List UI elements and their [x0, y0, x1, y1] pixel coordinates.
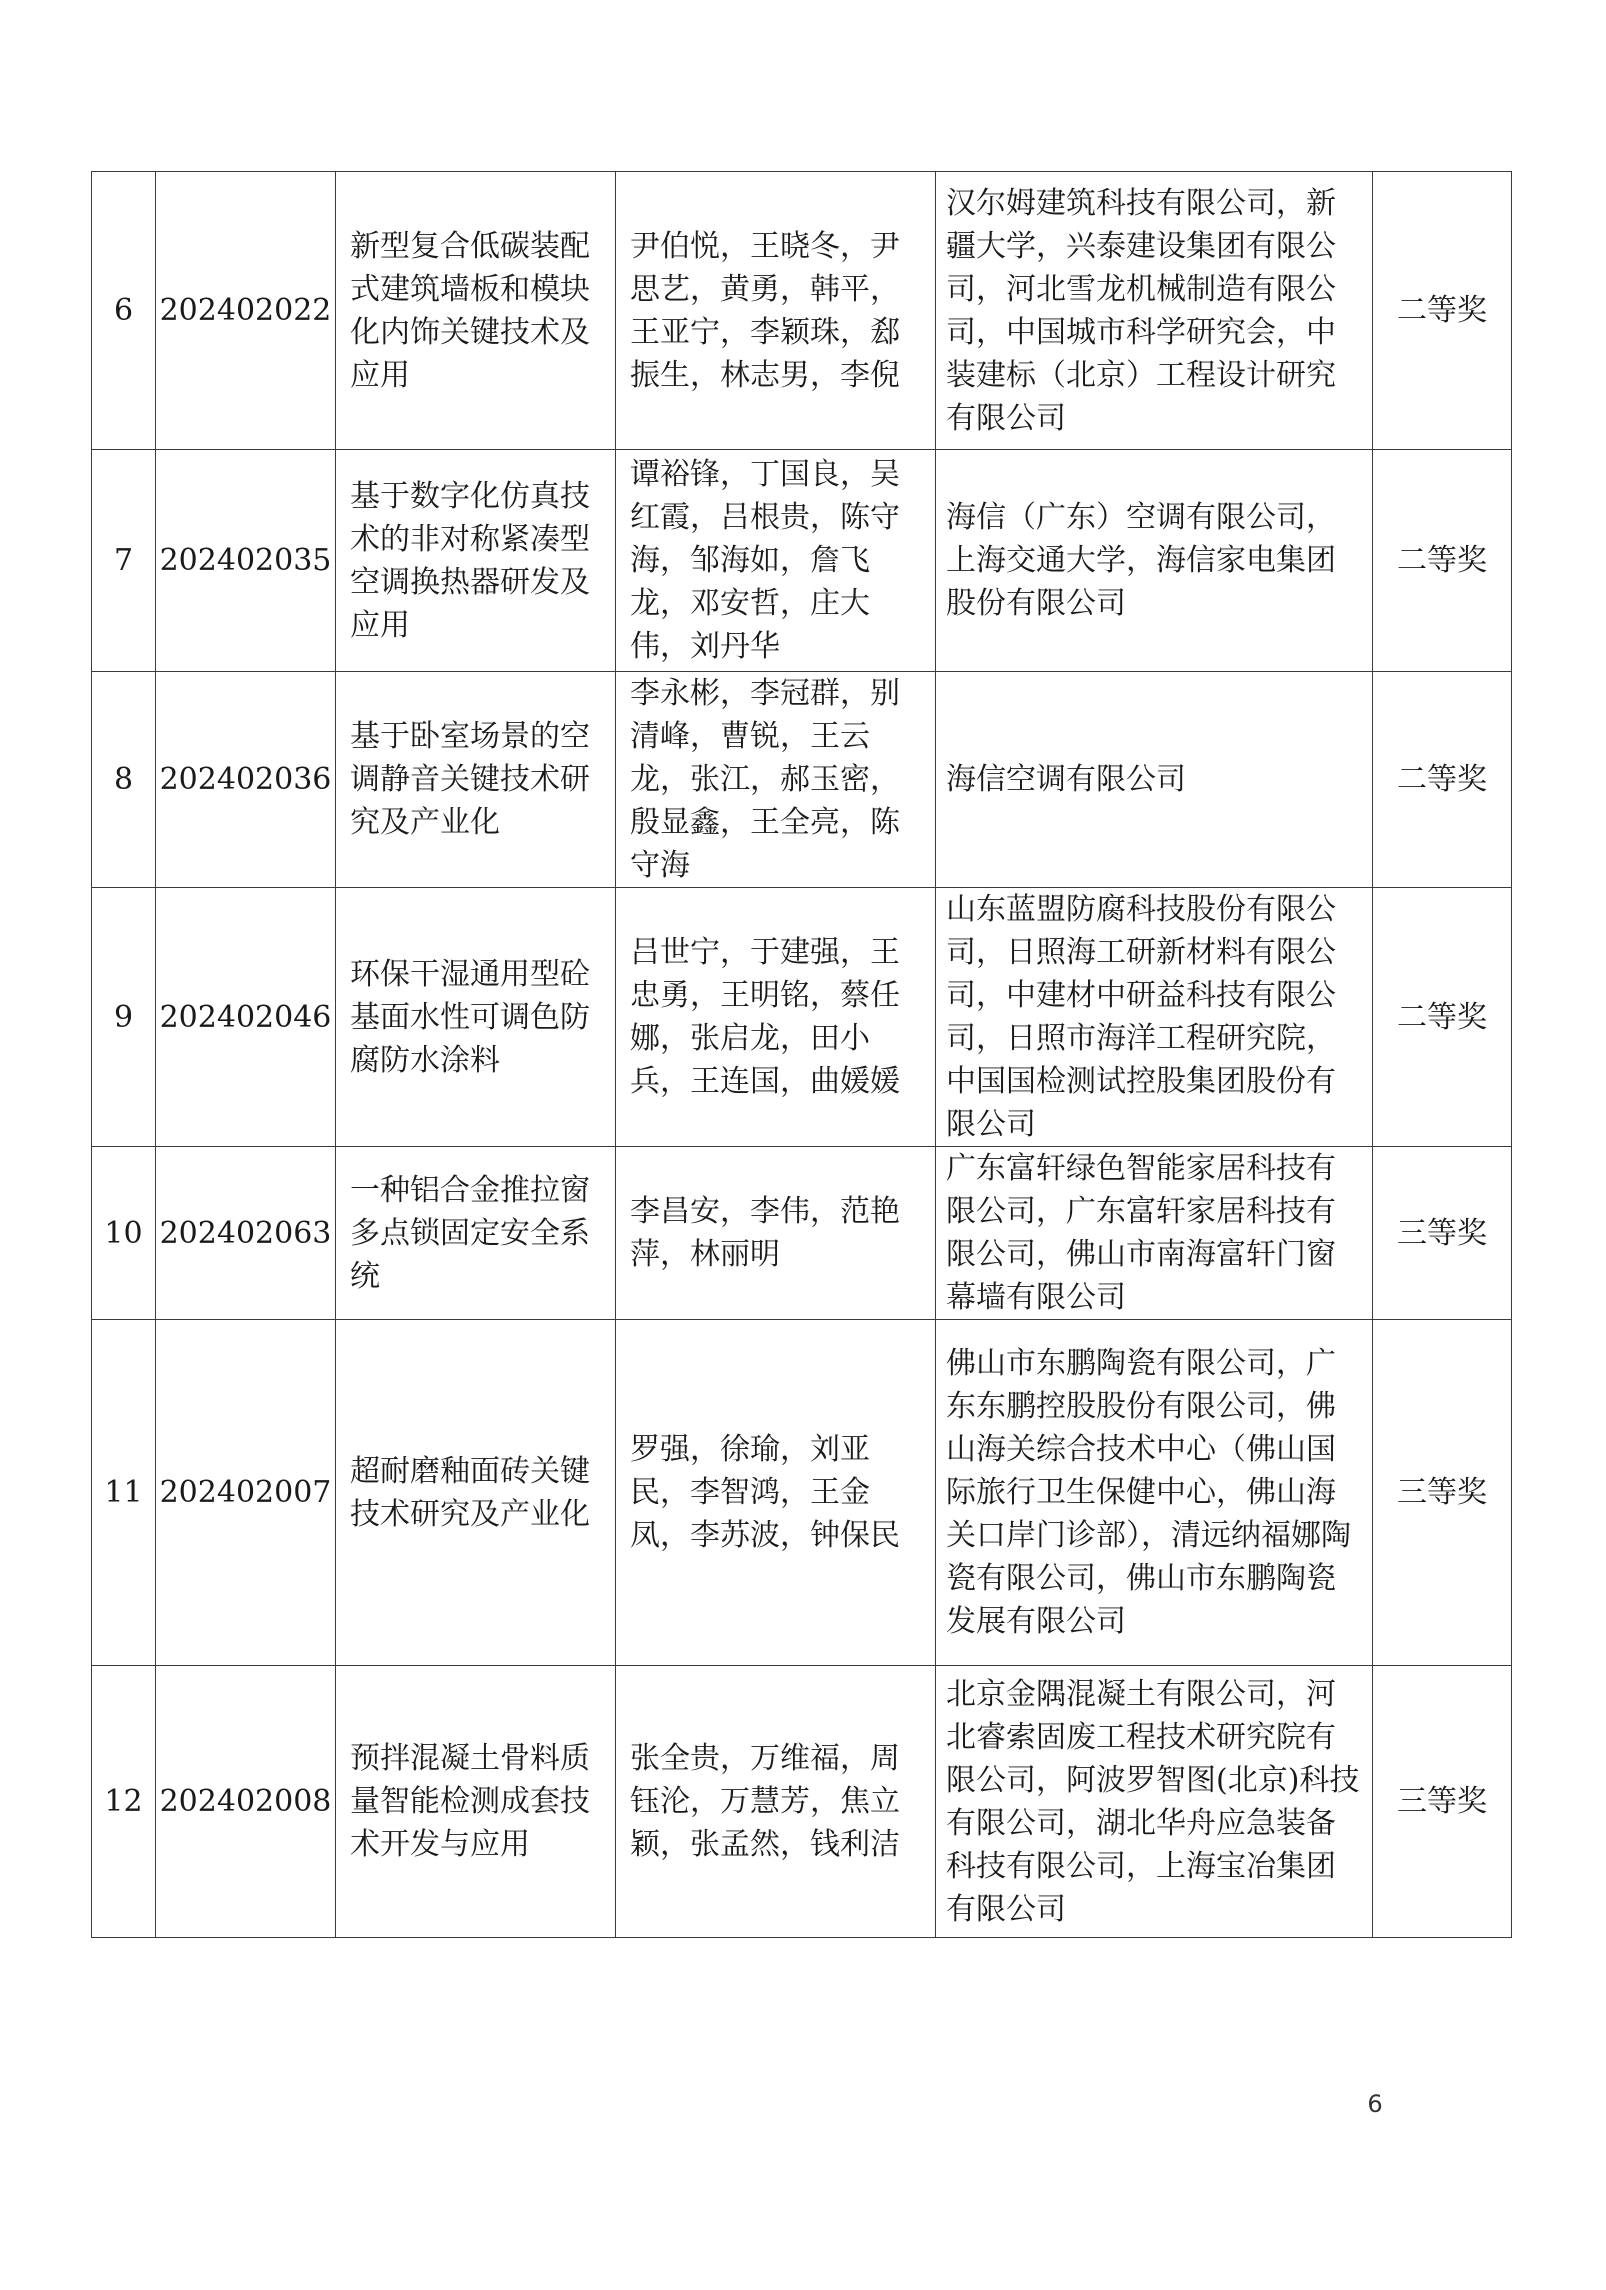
project-id: 202402007 — [156, 1320, 336, 1666]
table-row — [92, 1320, 1512, 1666]
project-members: 张全贵，万维福，周钰沦，万慧芳，焦立颖，张孟然，钱利洁 — [616, 1666, 936, 1938]
project-name: 环保干湿通用型砼基面水性可调色防腐防水涂料 — [336, 888, 616, 1147]
project-organizations: 海信空调有限公司 — [936, 672, 1373, 888]
award-level: 三等奖 — [1373, 1320, 1512, 1666]
table-row — [92, 1147, 1512, 1320]
row-number: 12 — [92, 1666, 156, 1938]
project-name: 一种铝合金推拉窗多点锁固定安全系统 — [336, 1147, 616, 1320]
project-name: 预拌混凝土骨料质量智能检测成套技术开发与应用 — [336, 1666, 616, 1938]
project-members: 尹伯悦，王晓冬，尹思艺，黄勇，韩平，王亚宁，李颖珠，郄振生，林志男，李倪 — [616, 172, 936, 450]
project-name: 基于卧室场景的空调静音关键技术研究及产业化 — [336, 672, 616, 888]
project-members: 李永彬，李冠群，别清峰，曹锐，王云龙，张江，郝玉密，殷显鑫，王全亮，陈守海 — [616, 672, 936, 888]
project-organizations: 北京金隅混凝土有限公司，河北睿索固废工程技术研究院有限公司，阿波罗智图(北京)科技有限公司，湖北华舟应急装备科技有限公司，上海宝冶集团有限公司 — [936, 1666, 1373, 1938]
project-id: 202402035 — [156, 450, 336, 672]
row-number: 10 — [92, 1147, 156, 1320]
project-name: 基于数字化仿真技术的非对称紧凑型空调换热器研发及应用 — [336, 450, 616, 672]
project-organizations: 汉尔姆建筑科技有限公司，新疆大学，兴泰建设集团有限公司，河北雪龙机械制造有限公司，中国城市科学研究会，中装建标（北京）工程设计研究有限公司 — [936, 172, 1373, 450]
project-organizations: 广东富轩绿色智能家居科技有限公司，广东富轩家居科技有限公司，佛山市南海富轩门窗幕墙有限公司 — [936, 1147, 1373, 1320]
row-number: 8 — [92, 672, 156, 888]
project-id: 202402063 — [156, 1147, 336, 1320]
table-row — [92, 888, 1512, 1147]
row-number: 7 — [92, 450, 156, 672]
project-id: 202402022 — [156, 172, 336, 450]
table-row — [92, 1666, 1512, 1938]
table-row — [92, 450, 1512, 672]
row-number: 6 — [92, 172, 156, 450]
project-members: 吕世宁，于建强，王忠勇，王明铭，蔡任娜，张启龙，田小兵，王连国，曲媛媛 — [616, 888, 936, 1147]
table-row — [92, 172, 1512, 450]
project-members: 罗强，徐瑜，刘亚民，李智鸿，王金凤，李苏波，钟保民 — [616, 1320, 936, 1666]
project-id: 202402036 — [156, 672, 336, 888]
award-level: 三等奖 — [1373, 1147, 1512, 1320]
row-number: 11 — [92, 1320, 156, 1666]
table-row — [92, 672, 1512, 888]
project-organizations: 佛山市东鹏陶瓷有限公司，广东东鹏控股股份有限公司，佛山海关综合技术中心（佛山国际旅行卫生保健中心，佛山海关口岸门诊部），清远纳福娜陶瓷有限公司，佛山市东鹏陶瓷发展有限公司 — [936, 1320, 1373, 1666]
project-name: 超耐磨釉面砖关键技术研究及产业化 — [336, 1320, 616, 1666]
award-level: 二等奖 — [1373, 172, 1512, 450]
project-id: 202402008 — [156, 1666, 336, 1938]
award-level: 三等奖 — [1373, 1666, 1512, 1938]
project-members: 谭裕锋，丁国良，吴红霞，吕根贵，陈守海，邹海如，詹飞龙，邓安哲，庄大伟，刘丹华 — [616, 450, 936, 672]
project-id: 202402046 — [156, 888, 336, 1147]
project-organizations: 海信（广东）空调有限公司，上海交通大学，海信家电集团股份有限公司 — [936, 450, 1373, 672]
award-level: 二等奖 — [1373, 672, 1512, 888]
project-organizations: 山东蓝盟防腐科技股份有限公司，日照海工研新材料有限公司，中建材中研益科技有限公司，日照市海洋工程研究院，中国国检测试控股集团股份有限公司 — [936, 888, 1373, 1147]
project-name: 新型复合低碳装配式建筑墙板和模块化内饰关键技术及应用 — [336, 172, 616, 450]
row-number: 9 — [92, 888, 156, 1147]
page-number: 6 — [1367, 2090, 1383, 2118]
award-level: 二等奖 — [1373, 450, 1512, 672]
project-members: 李昌安，李伟，范艳萍，林丽明 — [616, 1147, 936, 1320]
award-table — [91, 171, 1512, 1938]
award-level: 二等奖 — [1373, 888, 1512, 1147]
